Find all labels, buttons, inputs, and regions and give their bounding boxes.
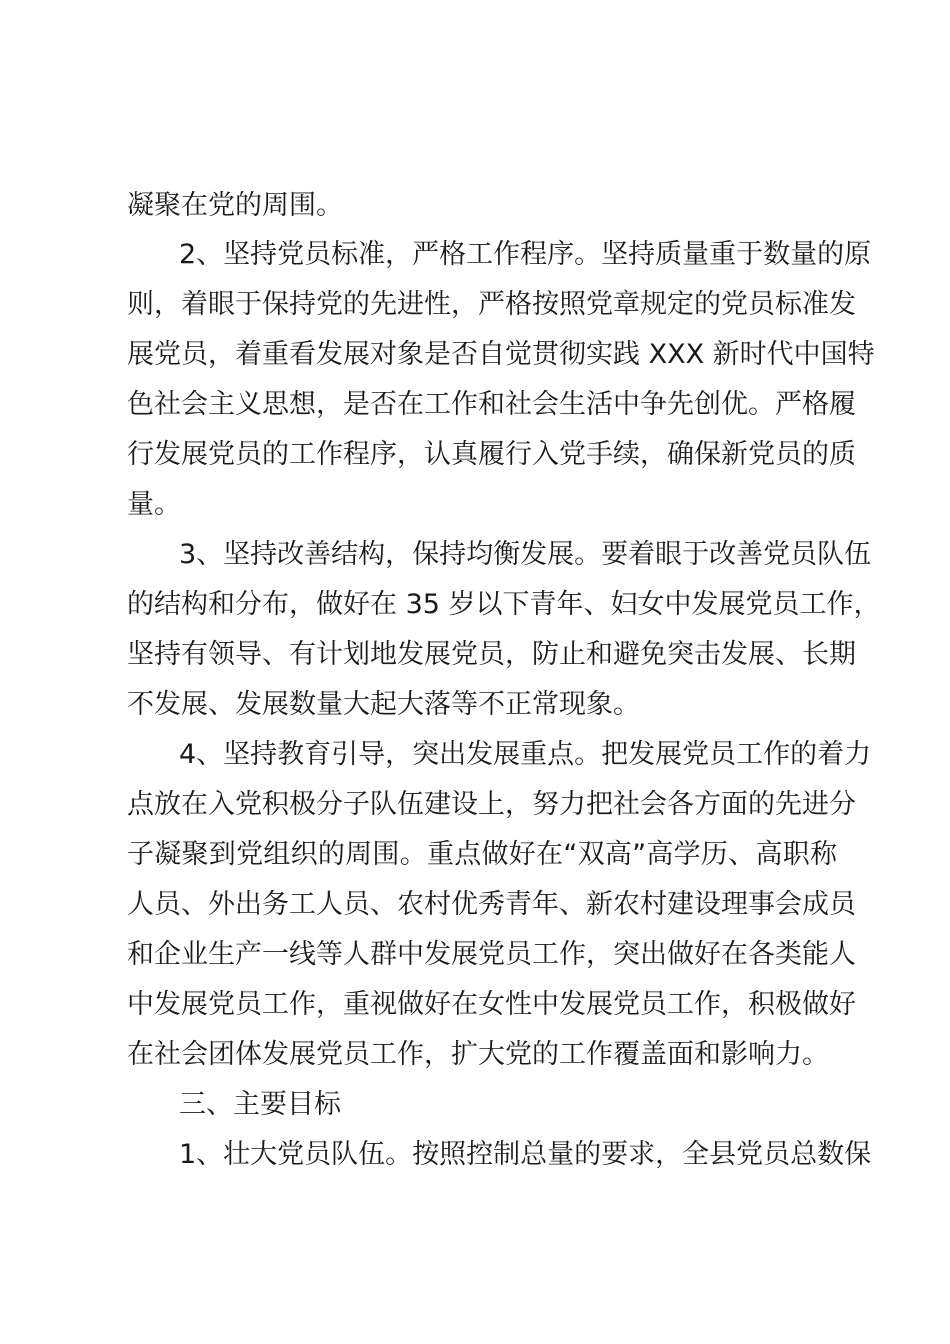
text-line: 凝聚在党的周围。 — [127, 190, 343, 221]
text-line: 和企业生产一线等人群中发展党员工作，突出做好在各类能人 — [127, 939, 856, 970]
text-line: 展党员，着重看发展对象是否自觉贯彻实践 XXX 新时代中国特 — [127, 339, 875, 370]
section-heading: 三、主要目标 — [179, 1089, 341, 1120]
text-line: 量。 — [127, 489, 181, 520]
text-line: 人员、外出务工人员、农村优秀青年、新农村建设理事会成员 — [127, 889, 856, 920]
text-line: 点放在入党积极分子队伍建设上，努力把社会各方面的先进分 — [127, 789, 856, 820]
text-line: 坚持有领导、有计划地发展党员，防止和避免突击发展、长期 — [127, 639, 856, 670]
text-line: 在社会团体发展党员工作，扩大党的工作覆盖面和影响力。 — [127, 1039, 829, 1070]
text-line: 4、坚持教育引导，突出发展重点。把发展党员工作的着力 — [179, 739, 872, 770]
text-line: 行发展党员的工作程序，认真履行入党手续，确保新党员的质 — [127, 439, 856, 470]
text-line: 3、坚持改善结构，保持均衡发展。要着眼于改善党员队伍 — [179, 539, 872, 570]
text-line: 1、壮大党员队伍。按照控制总量的要求，全县党员总数保 — [179, 1139, 872, 1170]
text-line: 不发展、发展数量大起大落等不正常现象。 — [127, 689, 640, 720]
text-line: 的结构和分布，做好在 35 岁以下青年、妇女中发展党员工作， — [127, 589, 881, 620]
text-line: 则，着眼于保持党的先进性，严格按照党章规定的党员标准发 — [127, 289, 856, 320]
text-line: 2、坚持党员标准，严格工作程序。坚持质量重于数量的原 — [179, 239, 872, 270]
text-line: 子凝聚到党组织的周围。重点做好在“双高”高学历、高职称 — [127, 839, 837, 870]
text-line: 中发展党员工作，重视做好在女性中发展党员工作，积极做好 — [127, 989, 856, 1020]
text-line: 色社会主义思想，是否在工作和社会生活中争先创优。严格履 — [127, 389, 856, 420]
